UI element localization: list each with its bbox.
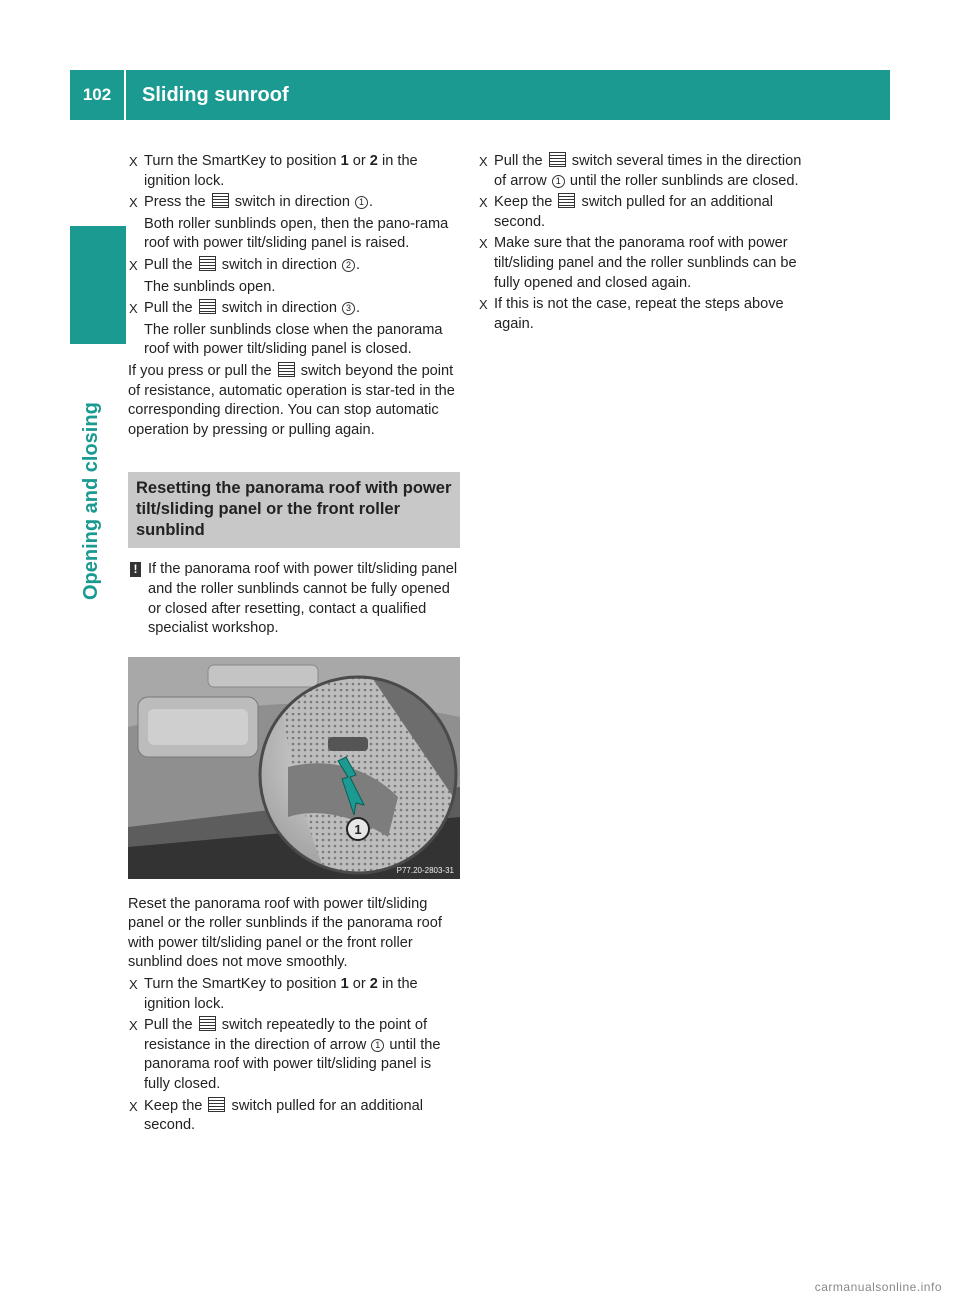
paragraph-automatic-operation: If you press or pull the switch beyond the point of resistance, automatic operation is star-ted in the corresponding direction. You can stop automatic operation by pressing or pulling again. <box>128 362 455 438</box>
photo-marker-1: 1 <box>354 821 362 837</box>
section-heading: Resetting the panorama roof with power tilt/sliding panel or the front roller sunblind <box>128 472 460 548</box>
switch-icon <box>208 1097 225 1112</box>
switch-icon <box>558 193 575 208</box>
step-pull-repeatedly: X Pull the switch repeatedly to the point of resistance in the direction of arrow 1 until the panorama roof with power tilt/sliding panel is fully closed. <box>129 1017 441 1093</box>
right-column <box>478 152 814 336</box>
sunroof-switch-photo <box>128 657 460 879</box>
watermark: carmanualsonline.info <box>814 1280 942 1294</box>
paragraph-reset-intro: Reset the panorama roof with power tilt/sliding panel or the roller sunblinds if the panorama roof with power tilt/sliding panel or the front roller sunblind does not move smoothly. <box>128 895 442 971</box>
step-arrow-icon: X <box>129 1098 138 1114</box>
step-repeat: X If this is not the case, repeat the steps above again. <box>479 296 784 332</box>
warning-note: ! If the panorama roof with power tilt/sliding panel and the roller sunblinds cannot be fully opened or closed after resetting, contact a qualified specialist workshop. <box>128 560 460 638</box>
switch-icon <box>278 362 295 377</box>
page-title: Sliding sunroof <box>142 83 289 106</box>
switch-icon <box>199 1016 216 1031</box>
step-keep-pulled-right: X Keep the switch pulled for an additional second. <box>479 194 773 230</box>
left-column <box>128 152 460 1138</box>
step-turn-key: X Turn the SmartKey to position 1 or 2 in the ignition lock. <box>129 153 418 189</box>
chapter-label: Opening and closing <box>80 402 102 600</box>
step-press-switch: X Press the switch in direction 1 . <box>128 193 460 213</box>
step-arrow-icon: X <box>479 154 488 169</box>
step-result: The sunblinds open. <box>144 278 276 295</box>
warning-icon: ! <box>130 562 141 577</box>
switch-icon <box>199 256 216 271</box>
step-arrow-icon: X <box>129 1018 138 1034</box>
marker-3-icon: 3 <box>342 302 355 315</box>
step-arrow-icon: X <box>129 301 138 317</box>
step-arrow-icon: X <box>479 297 488 313</box>
step-arrow-icon: X <box>479 195 488 211</box>
photo-code: P77.20-2803-31 <box>396 865 454 875</box>
step-arrow-icon: X <box>479 236 488 252</box>
step-arrow-icon: X <box>129 977 138 993</box>
marker-2-icon: 2 <box>342 259 355 272</box>
step-pull-switch-3: X Pull the switch in direction 3 . <box>128 299 460 319</box>
page-number: 102 <box>70 70 126 120</box>
step-turn-key-2: X Turn the SmartKey to position 1 or 2 in the ignition lock. <box>129 976 418 1012</box>
switch-icon <box>212 193 229 208</box>
switch-icon <box>549 152 566 167</box>
chapter-tab <box>70 226 126 344</box>
step-verify: X Make sure that the panorama roof with power tilt/sliding panel and the roller sunblinds can be fully opened and closed again. <box>479 235 797 291</box>
step-arrow-icon: X <box>129 195 138 211</box>
step-arrow-icon: X <box>129 154 138 169</box>
step-arrow-icon: X <box>129 257 138 273</box>
marker-1-icon: 1 <box>371 1039 384 1052</box>
step-pull-switch-2: X Pull the switch in direction 2 . <box>128 256 460 276</box>
step-result: Both roller sunblinds open, then the pano-rama roof with power tilt/sliding panel is raised. <box>144 215 449 252</box>
marker-1-icon: 1 <box>552 175 565 188</box>
step-keep-pulled: X Keep the switch pulled for an additional second. <box>129 1097 423 1134</box>
switch-icon <box>199 299 216 314</box>
step-result: The roller sunblinds close when the panorama roof with power tilt/sliding panel is closed. <box>144 321 443 358</box>
page-header <box>70 70 890 120</box>
marker-1-icon: 1 <box>355 196 368 209</box>
step-pull-several-times: X Pull the switch several times in the direction of arrow 1 until the roller sunblinds are closed. <box>479 153 802 189</box>
